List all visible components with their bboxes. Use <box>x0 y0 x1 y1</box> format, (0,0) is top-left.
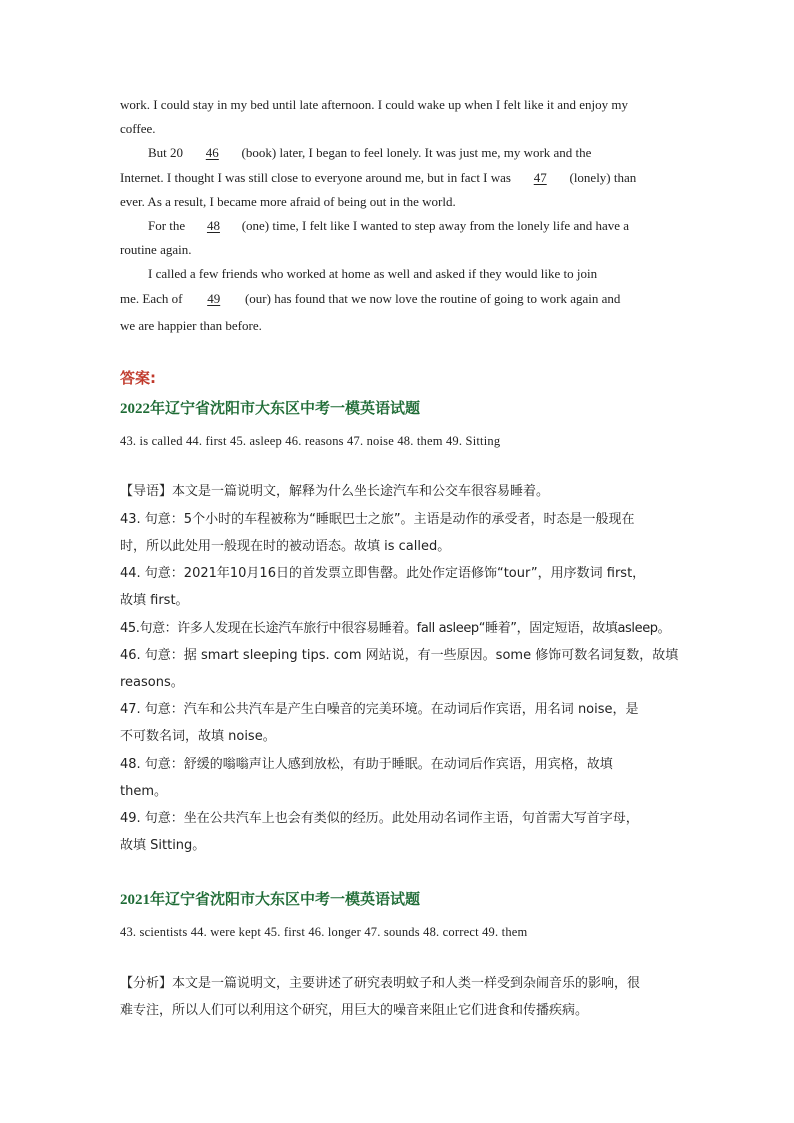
explanation-49-line-2: 故填 Sitting。 <box>120 838 206 853</box>
section-2021-analysis-line-1: 【分析】本文是一篇说明文，主要讲述了研究表明蚊子和人类一样受到杂闹音乐的影响，很 <box>120 976 641 991</box>
passage-line-10: we are happier than before. <box>120 318 262 333</box>
explanation-46-line-2: reasons。 <box>120 675 184 690</box>
text-segment: me. Each of <box>120 291 186 306</box>
text-segment: (our) has found that we now love the routine of going to work again and <box>241 291 621 306</box>
passage-line-4 <box>120 170 636 186</box>
passage-line-2: coffee. <box>120 121 156 136</box>
blank-49: 49 <box>207 291 221 306</box>
section-2021-analysis-line-2: 难专注，所以人们可以利用这个研究，用巨大的噪音来阻止它们进食和传播疾病。 <box>120 1003 589 1018</box>
explanation-43-line-1: 43. 句意：5个小时的车程被称为“睡眠巴士之旅”。主语是动作的承受者，时态是一般现在 <box>120 512 635 527</box>
text-segment: Internet. I thought I was still close to everyone around me, but in fact I was <box>120 170 515 185</box>
text-segment: (lonely) than <box>566 170 637 185</box>
section-2021-answers: 43. scientists 44. were kept 45. first 46. longer 47. sounds 48. correct 49. them <box>120 925 528 939</box>
explanation-44-line-1: 44. 句意：2021年10月16日的首发票立即售罄。此处作定语修饰“tour”，用序数词 first， <box>120 566 646 581</box>
explanation-49-line-1: 49. 句意：坐在公共汽车上也会有类似的经历。此处用动名词作主语，句首需大写首字母， <box>120 811 639 826</box>
answers-heading: 答案: <box>120 369 156 387</box>
section-2022-answers: 43. is called 44. first 45. asleep 46. reasons 47. noise 48. them 49. Sitting <box>120 434 501 448</box>
explanation-45: 45.句意：许多人发现在长途汽车旅行中很容易睡着。fall asleep“睡着”，固定短语，故填asleep。 <box>120 621 671 636</box>
passage-line-8: I called a few friends who worked at home as well and asked if they would like to join <box>148 266 598 281</box>
explanation-47-line-2: 不可数名词，故填 noise。 <box>120 729 276 744</box>
passage-line-5: ever. As a result, I became more afraid of being out in the world. <box>120 194 456 209</box>
section-2022-title: 2022年辽宁省沈阳市大东区中考一模英语试题 <box>120 401 421 417</box>
section-2021-title: 2021年辽宁省沈阳市大东区中考一模英语试题 <box>120 892 421 908</box>
passage-line-9 <box>120 291 620 307</box>
passage-line-3 <box>148 145 591 161</box>
blank-46: 46 <box>205 145 219 160</box>
text-segment: But 20 <box>148 145 187 160</box>
text-segment: (book) later, I began to feel lonely. It was just me, my work and the <box>238 145 592 160</box>
passage-line-1: work. I could stay in my bed until late afternoon. I could wake up when I felt like it and enjoy my <box>120 97 628 112</box>
text-segment: (one) time, I felt like I wanted to step away from the lonely life and have a <box>238 218 630 233</box>
blank-47: 47 <box>533 170 547 185</box>
passage-line-7: routine again. <box>120 242 192 257</box>
explanation-44-line-2: 故填 first。 <box>120 593 189 608</box>
passage-line-6 <box>148 218 629 234</box>
text-segment: For the <box>148 218 189 233</box>
explanation-48-line-1: 48. 句意：舒缓的嗡嗡声让人感到放松，有助于睡眠。在动词后作宾语，用宾格，故填 <box>120 757 613 772</box>
blank-48: 48 <box>206 218 220 233</box>
explanation-46-line-1: 46. 句意：据 smart sleeping tips. com 网站说，有一些原因。some 修饰可数名词复数，故填 <box>120 648 679 663</box>
explanation-43-line-2: 时，所以此处用一般现在时的被动语态。故填 is called。 <box>120 539 451 554</box>
explanation-48-line-2: them。 <box>120 784 167 799</box>
section-2022-intro: 【导语】本文是一篇说明文，解释为什么坐长途汽车和公交车很容易睡着。 <box>120 484 550 499</box>
explanation-47-line-1: 47. 句意：汽车和公共汽车是产生白噪音的完美环境。在动词后作宾语，用名词 noise，是 <box>120 702 639 717</box>
